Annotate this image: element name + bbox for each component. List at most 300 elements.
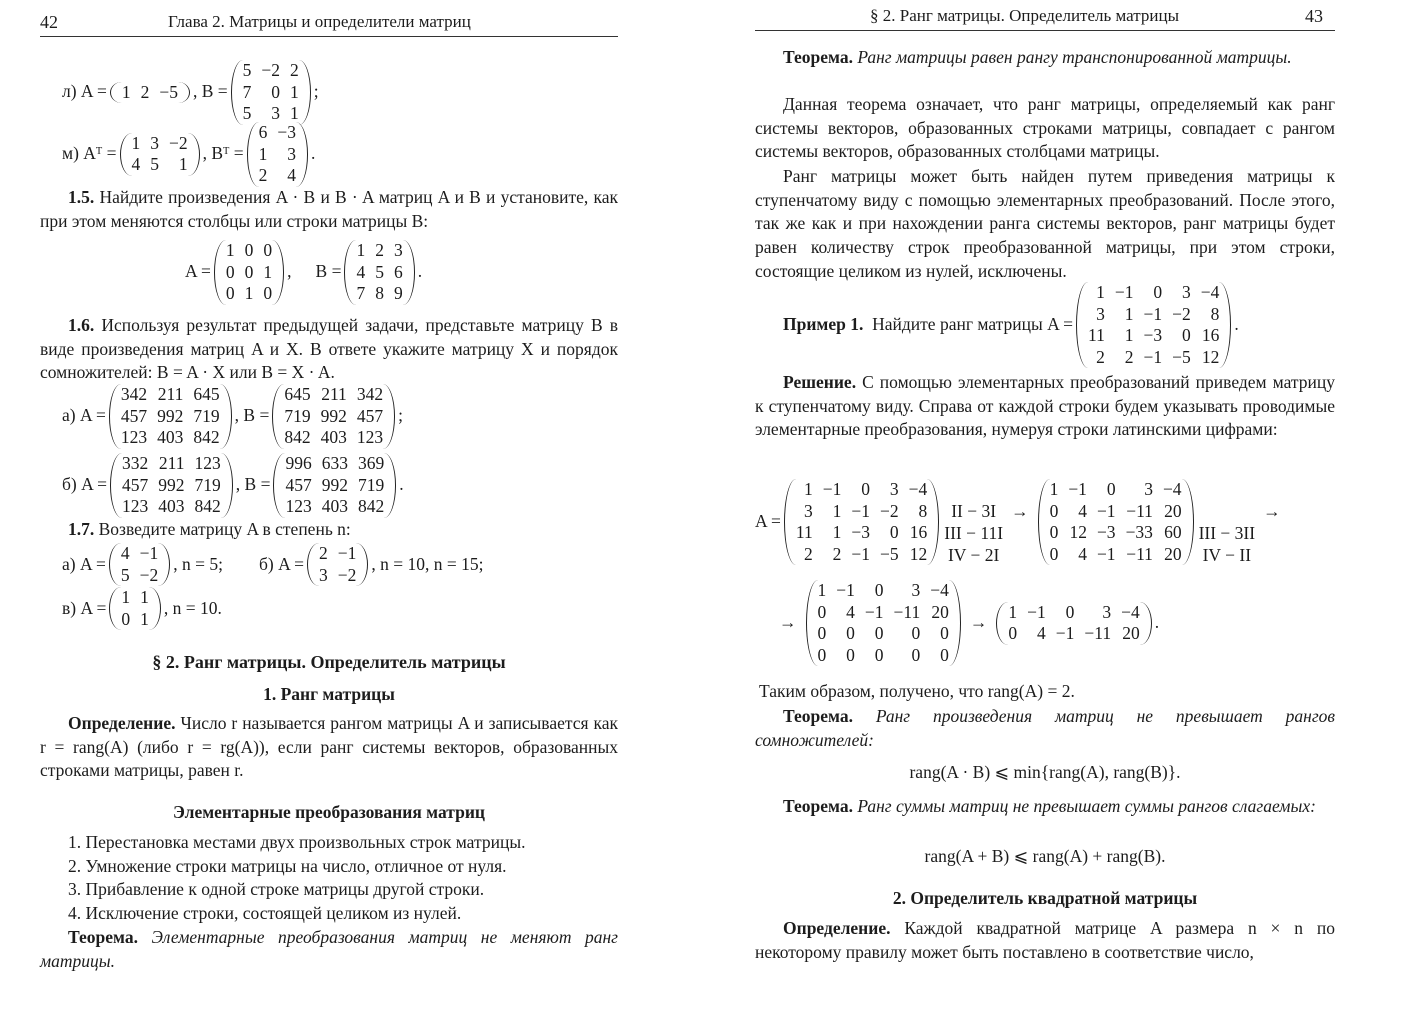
matrix-cell: 342: [356, 384, 384, 404]
problem-1-6b: [62, 453, 618, 518]
matrix-cell: −5: [1172, 346, 1191, 367]
exercise-l: [62, 60, 618, 125]
label: , n = 10.: [163, 597, 222, 618]
problem-1-7a: [62, 543, 618, 586]
label: , B =: [235, 474, 271, 495]
matrix: [273, 453, 396, 518]
section-title: § 2. Ранг матрицы. Определитель матрицы: [152, 652, 506, 672]
matrix-cell: 3: [889, 479, 899, 499]
problem-1-7v: [62, 587, 618, 630]
matrix-cell: 4: [846, 601, 855, 622]
matrix-cell: 123: [285, 496, 312, 516]
theorem-text: Ранг матрицы равен рангу транспонированной матрицы.: [857, 47, 1292, 67]
label: б) A =: [259, 553, 305, 574]
matrix-cell: 0: [889, 522, 899, 542]
punct: ;: [313, 81, 319, 102]
matrix-cell: 645: [284, 384, 311, 404]
theorem-sum: [755, 795, 1335, 819]
label: а) A =: [62, 405, 106, 426]
matrix-cell: −1: [822, 479, 842, 499]
matrix-cell: −1: [1055, 623, 1075, 643]
matrix-cell: 719: [194, 474, 221, 495]
matrix-cell: 332: [122, 453, 149, 473]
matrix-cell: 0: [1182, 325, 1191, 345]
matrix-cell: 123: [194, 453, 221, 473]
matrix-cell: −1: [1143, 303, 1163, 324]
matrix-cell: 3: [287, 143, 297, 164]
paragraph: Данная теорема означает, что ранг матрицы, определяемый как ранг системы векторов, образованных строками матрицы, совпадает с рангом системы векторов, образованных столбцами матрицы.: [755, 94, 1335, 162]
matrix-cell: 0: [846, 644, 855, 665]
matrix-cell: 2: [319, 543, 328, 563]
row-operation: III − 3II: [1198, 523, 1256, 543]
matrix: [344, 240, 414, 305]
row-operation: IV − II: [1202, 545, 1252, 565]
matrix-cell: 16: [1201, 325, 1220, 345]
matrix-cell: −33: [1125, 522, 1153, 542]
arrow-icon: →: [1011, 501, 1029, 522]
matrix-cell: 3: [150, 132, 159, 153]
matrix-cell: −3: [851, 522, 871, 542]
elementary-list: [40, 831, 618, 926]
matrix-cell: 20: [1164, 500, 1182, 521]
matrix-cell: 719: [284, 405, 311, 426]
matrix-cell: 0: [817, 623, 827, 643]
matrix-cell: 1: [290, 81, 299, 102]
matrix-cell: 3: [319, 564, 328, 585]
matrix-cell: 0: [817, 601, 827, 622]
matrix: [110, 82, 190, 104]
matrix-cell: 1: [290, 103, 299, 123]
matrix-cell: −1: [1068, 479, 1087, 499]
matrix-cell: 0: [874, 623, 884, 643]
problem-text: Возведите матрицу A в степень n:: [98, 519, 351, 539]
label: B =: [315, 261, 342, 282]
matrix-cell: 3: [804, 500, 813, 521]
matrix-cell: 1: [817, 580, 827, 600]
matrix-cell: −5: [159, 81, 178, 102]
matrix-cell: −2: [880, 500, 899, 521]
matrix-cell: 0: [1049, 522, 1059, 542]
theorem-transpose: [755, 46, 1335, 70]
punct: ,: [287, 261, 292, 282]
matrix-cell: −4: [1121, 601, 1140, 622]
matrix-cell: 1: [121, 81, 131, 102]
matrix-cell: 1: [356, 240, 366, 260]
label: , n = 5;: [173, 553, 223, 574]
matrix-cell: 842: [284, 427, 311, 447]
matrix-cell: 996: [285, 453, 312, 473]
matrix-cell: −4: [930, 580, 949, 600]
matrix-cell: 3: [911, 580, 921, 600]
matrix-cell: 11: [795, 522, 813, 542]
matrix-cell: 457: [356, 405, 384, 426]
definition: [40, 712, 618, 783]
matrix-cell: 645: [193, 384, 220, 404]
label: , B =: [192, 81, 228, 102]
matrix-cell: 0: [1153, 282, 1163, 302]
matrix-cell: 1: [1124, 303, 1134, 324]
label: A =: [755, 511, 781, 532]
matrix-cell: 0: [263, 240, 273, 260]
matrix-cell: −3: [1143, 325, 1163, 345]
matrix-cell: 992: [157, 405, 184, 426]
matrix-cell: 5: [150, 154, 159, 175]
matrix-cell: −1: [1143, 346, 1163, 367]
matrix-cell: −2: [337, 564, 357, 585]
transformation-row-2: [773, 580, 1335, 666]
matrix-cell: 5: [242, 103, 252, 123]
matrix: [806, 580, 961, 666]
transformation-row-1: [755, 478, 1335, 566]
matrix-cell: 1: [225, 240, 235, 260]
punct: .: [1154, 612, 1160, 633]
matrix-cell: 0: [271, 81, 281, 102]
matrix-cell: 12: [909, 543, 928, 564]
matrix-cell: 403: [157, 427, 184, 447]
row-operation: III − 11I: [944, 523, 1004, 543]
label: в) A =: [62, 597, 107, 618]
definition-text: Каждой квадратной матрице A размера n × n по некоторому правилу может быть поставлено в соответствие число,: [755, 918, 1335, 962]
matrix-cell: 2: [1124, 346, 1134, 367]
subsection-title: 2. Определитель квадратной матрицы: [892, 888, 1198, 908]
punct: .: [399, 474, 404, 495]
row-operations: [1199, 478, 1256, 566]
matrix-cell: 4: [1078, 500, 1087, 521]
matrix: [272, 384, 395, 449]
problem-number: 1.5.: [68, 187, 95, 207]
punct: ;: [398, 405, 403, 426]
matrix-cell: 0: [861, 479, 871, 499]
matrix-cell: 3: [1144, 479, 1153, 499]
matrix: [120, 133, 200, 176]
matrix-cell: 4: [1036, 623, 1046, 643]
running-header: [755, 4, 1335, 31]
matrix-cell: 11: [1088, 325, 1105, 345]
matrix: [231, 60, 311, 125]
matrix-cell: −4: [1162, 479, 1182, 499]
theorem-label: Теорема.: [783, 47, 853, 67]
exercise-m: [62, 122, 618, 187]
solution: [755, 371, 1335, 442]
running-head: Глава 2. Матрицы и определители матриц: [168, 12, 471, 31]
matrix-cell: 403: [321, 496, 348, 516]
matrix-cell: 211: [158, 453, 185, 473]
list-item: 1. Перестановка местами двух произвольных строк матрицы.: [68, 832, 526, 852]
running-header: [40, 10, 618, 37]
arrow-icon: →: [779, 612, 797, 633]
theorem-text: Ранг суммы матриц не превышает суммы рангов слагаемых:: [857, 796, 1316, 816]
problem-1-7: [40, 518, 618, 542]
problem-number: 1.7.: [68, 519, 95, 539]
matrix-cell: 1: [804, 479, 813, 499]
matrix-cell: −11: [893, 601, 921, 622]
matrix-cell: 0: [846, 623, 855, 643]
matrix-cell: 842: [357, 496, 385, 516]
label: а) A =: [62, 553, 106, 574]
matrix-cell: −5: [880, 543, 899, 564]
matrix-cell: −1: [337, 543, 357, 563]
problem-1-6a: [62, 384, 618, 449]
matrix-cell: 719: [193, 405, 220, 426]
matrix-cell: −1: [836, 580, 855, 600]
matrix-cell: −1: [851, 500, 871, 521]
matrix-cell: 123: [120, 427, 148, 447]
matrix: [214, 240, 284, 305]
matrix-cell: 6: [258, 122, 268, 142]
matrix-cell: −2: [139, 564, 159, 585]
matrix-cell: 2: [140, 81, 150, 102]
matrix: [247, 122, 308, 187]
matrix-cell: 3: [1102, 601, 1112, 622]
arrow-icon: →: [969, 612, 988, 633]
matrix-cell: 1: [140, 587, 149, 607]
matrix-cell: 457: [120, 405, 148, 426]
matrix-cell: −4: [908, 479, 928, 499]
matrix: [109, 543, 170, 586]
matrix-cell: −1: [1096, 500, 1116, 521]
matrix-cell: 211: [321, 384, 347, 404]
matrix-cell: 0: [940, 644, 949, 665]
matrix-cell: 1: [1124, 325, 1134, 345]
list-item: 4. Исключение строки, состоящей целиком из нулей.: [68, 903, 462, 924]
matrix-cell: 842: [193, 427, 220, 447]
matrix: [307, 543, 368, 586]
matrix-cell: 20: [931, 601, 949, 622]
label: , B =: [234, 405, 270, 426]
matrix-cell: 2: [290, 60, 299, 80]
matrix-cell: 211: [157, 384, 184, 404]
matrix-cell: 123: [356, 427, 384, 447]
theorem-label: Теорема.: [68, 927, 138, 947]
matrix-cell: 403: [158, 496, 185, 516]
matrix-cell: −11: [1126, 543, 1153, 564]
label: A =: [185, 261, 211, 282]
matrix-cell: 1: [1049, 479, 1059, 499]
row-operation: [1199, 478, 1256, 500]
matrix: [1038, 479, 1194, 565]
matrix-cell: 457: [285, 474, 312, 495]
matrix-cell: 8: [918, 500, 928, 521]
matrix-cell: 457: [122, 474, 149, 495]
matrix: [996, 602, 1151, 645]
matrix-cell: 1: [140, 608, 149, 629]
row-operations: [944, 478, 1003, 566]
matrix: [1076, 282, 1231, 368]
matrix-cell: 4: [287, 165, 297, 185]
matrix-cell: 1: [263, 261, 273, 282]
matrix-cell: 0: [911, 623, 921, 643]
matrix-cell: 1: [1096, 282, 1105, 302]
matrix-cell: 1: [832, 500, 842, 521]
problem-1-6: [40, 314, 618, 385]
label: б) A =: [62, 474, 108, 495]
matrix-cell: 342: [120, 384, 148, 404]
subsection-title: 1. Ранг матрицы: [263, 684, 395, 704]
matrix-cell: 2: [804, 543, 813, 564]
matrix-cell: 0: [1106, 479, 1116, 499]
example-1: [783, 282, 1335, 368]
problem-1-5: [40, 186, 618, 233]
matrix-cell: 1: [1008, 601, 1018, 622]
matrix-cell: 5: [375, 261, 384, 282]
solution-label: Решение.: [783, 372, 857, 392]
theorem-product: [755, 705, 1335, 752]
matrix-cell: 0: [244, 261, 254, 282]
matrix-cell: −1: [851, 543, 871, 564]
elementary-title: Элементарные преобразования матриц: [172, 802, 485, 822]
matrix-cell: 0: [225, 261, 235, 282]
matrix: [109, 384, 232, 449]
matrix-cell: 4: [131, 154, 141, 175]
matrix-cell: 1: [258, 143, 268, 164]
matrix-cell: 0: [817, 644, 827, 665]
matrix-cell: 0: [1049, 543, 1059, 564]
matrix: [109, 587, 161, 630]
formula-sum: rang(A + B) ⩽ rang(A) + rang(B).: [924, 846, 1166, 866]
matrix-cell: 1: [244, 283, 254, 303]
matrix-cell: 0: [874, 644, 884, 665]
definition-label: Определение.: [68, 713, 176, 733]
matrix-cell: 5: [120, 564, 130, 585]
matrix-cell: −1: [139, 543, 159, 563]
left-page: [40, 0, 618, 1035]
definition-text: Число r называется рангом матрицы A и записывается как r = rang(A) (либо r = rg(A)), если ранг системы векторов, образованных строками матрицы, равен r.: [40, 713, 619, 781]
theorem-label: Теорема.: [783, 706, 853, 726]
matrix-cell: 2: [375, 240, 384, 260]
matrix-cell: 0: [263, 283, 273, 303]
matrix: [110, 453, 233, 518]
punct: .: [311, 143, 316, 164]
matrix-cell: −11: [1126, 500, 1153, 521]
row-operation: IV − 2I: [947, 545, 1000, 565]
matrix-cell: 60: [1164, 522, 1182, 542]
matrix-cell: 2: [832, 543, 842, 564]
matrix-cell: 633: [321, 453, 348, 473]
problem-text: Используя результат предыдущей задачи, представьте матрицу B в виде произведения матриц A и X. В ответе укажите матрицу X и порядок сомножителей: B = A · X или B = X · A.: [40, 315, 618, 383]
matrix-cell: −3: [1096, 522, 1116, 542]
problem-number: 1.6.: [68, 315, 95, 335]
matrix-cell: −2: [261, 60, 281, 80]
matrix-cell: 5: [242, 60, 252, 80]
label: , Bᵀ =: [202, 143, 244, 164]
matrix-cell: −4: [1200, 282, 1220, 302]
matrix-cell: 8: [1210, 303, 1220, 324]
matrix-cell: 123: [122, 496, 149, 516]
matrix-cell: −11: [1084, 623, 1112, 643]
theorem-text: Ранг произведения матриц не превышает рангов сомножителей:: [755, 706, 1335, 750]
right-page: [755, 0, 1335, 1035]
matrix-cell: −2: [1172, 303, 1191, 324]
matrix-cell: 0: [1065, 601, 1075, 622]
page-number: 43: [1305, 6, 1323, 26]
arrow-icon: →: [1263, 501, 1281, 522]
theorem-text: Элементарные преобразования матриц не меняют ранг матрицы.: [40, 927, 619, 971]
matrix-cell: 719: [357, 474, 385, 495]
matrix-cell: 7: [356, 283, 366, 303]
punct: .: [1234, 314, 1239, 335]
punct: .: [417, 261, 423, 282]
example-text: Найдите ранг матрицы A =: [872, 314, 1074, 335]
matrix-cell: 6: [393, 261, 403, 282]
matrix: [784, 479, 939, 565]
matrix-cell: 0: [244, 240, 254, 260]
theorem: [40, 926, 618, 973]
matrix-cell: 3: [1182, 282, 1191, 302]
matrix-cell: 369: [357, 453, 385, 473]
list-item: 3. Прибавление к одной строке матрицы другой строки.: [68, 879, 485, 900]
matrix-cell: 16: [909, 522, 928, 542]
matrix-cell: 1: [832, 522, 842, 542]
matrix-cell: 4: [1078, 543, 1087, 564]
matrix-cell: 3: [393, 240, 403, 260]
matrix-cell: 20: [1164, 543, 1182, 564]
row-operation: [944, 478, 1003, 500]
matrix-cell: 0: [1049, 500, 1059, 521]
label: м) Aᵀ =: [62, 143, 117, 164]
matrix-cell: 842: [194, 496, 221, 516]
matrix-cell: −1: [1096, 543, 1116, 564]
matrix-cell: 4: [120, 543, 130, 563]
matrix-cell: 992: [320, 405, 347, 426]
matrix-cell: 1: [131, 132, 141, 153]
matrix-cell: −3: [277, 122, 297, 142]
matrix-cell: 0: [121, 608, 131, 629]
matrix-cell: 7: [242, 81, 252, 102]
formula-product: rang(A · B) ⩽ min{rang(A), rang(B)}.: [909, 762, 1181, 782]
problem-1-5-matrices: [185, 240, 618, 305]
matrix-cell: −2: [169, 132, 188, 153]
matrix-cell: 3: [1096, 303, 1105, 324]
list-item: 2. Умножение строки матрицы на число, отличное от нуля.: [68, 855, 507, 876]
matrix-cell: 0: [911, 644, 921, 665]
theorem-label: Теорема.: [783, 796, 853, 816]
matrix-cell: 2: [1096, 346, 1105, 367]
example-label: Пример 1.: [783, 314, 864, 335]
matrix-cell: 12: [1069, 522, 1087, 542]
solution-text: С помощью элементарных преобразований приведем матрицу к ступенчатому виду. Справа от каждой строки будем указывать проводимые элементарные преобразования, нумеруя строки латинскими цифрами:: [755, 372, 1335, 440]
row-operation: [1199, 500, 1256, 522]
matrix-cell: 3: [271, 103, 281, 123]
matrix-cell: −1: [864, 601, 884, 622]
problem-text: Найдите произведения A · B и B · A матриц A и B и установите, как при этом меняются столбцы или строки матрицы B:: [40, 187, 618, 231]
matrix-cell: 992: [321, 474, 348, 495]
label: , n = 10, n = 15;: [371, 553, 484, 574]
matrix-cell: 1: [178, 154, 188, 175]
matrix-cell: 992: [158, 474, 185, 495]
matrix-cell: −1: [1114, 282, 1134, 302]
matrix-cell: −1: [1027, 601, 1046, 622]
page-number: 42: [40, 12, 58, 32]
matrix-cell: 12: [1201, 346, 1220, 367]
matrix-cell: 9: [393, 283, 403, 303]
matrix-cell: 0: [225, 283, 235, 303]
definition-label: Определение.: [783, 918, 891, 938]
paragraph: Ранг матрицы может быть найден путем приведения матрицы к ступенчатому виду с помощью элементарных преобразований. После этого, так же как и при нахождении ранга системы векторов, ранг матрицы будет равен количеству строк преобразованной матрицы, при этом строки, состоящие целиком из нулей, исключены.: [755, 166, 1335, 281]
matrix-cell: 0: [874, 580, 884, 600]
label: л) A =: [62, 81, 107, 102]
matrix-cell: 8: [375, 283, 384, 303]
matrix-cell: 403: [320, 427, 347, 447]
matrix-cell: 20: [1122, 623, 1140, 643]
row-operation: II − 3I: [951, 501, 997, 521]
matrix-cell: 0: [940, 623, 949, 643]
running-head: § 2. Ранг матрицы. Определитель матрицы: [870, 6, 1180, 25]
matrix-cell: 4: [356, 261, 366, 282]
matrix-cell: 1: [121, 587, 131, 607]
result: Таким образом, получено, что rang(A) = 2.: [759, 681, 1075, 701]
matrix-cell: 0: [1008, 623, 1018, 643]
matrix-cell: 2: [258, 165, 268, 185]
